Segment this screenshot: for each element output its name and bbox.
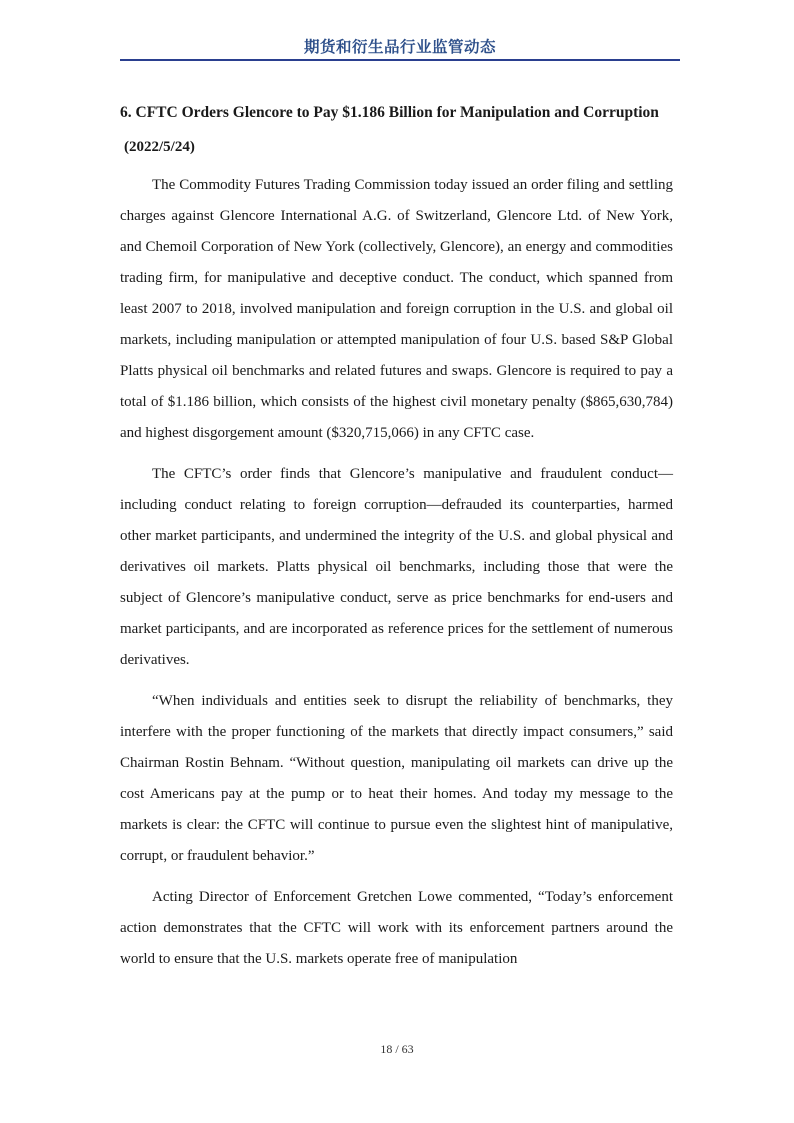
article-date: (2022/5/24) — [124, 139, 195, 155]
article-body — [120, 96, 673, 975]
paragraph-1: The Commodity Futures Trading Commission today issued an order filing and settling charges against Glencore International A.G. of Switzerland, Glencore Ltd. of New York, and Chemoil Corporation of New York (collectively, Glencore), an energy and commodities trading firm, for manipulative and deceptive conduct. The conduct, which spanned from least 2007 to 2018, involved manipulation and foreign corruption in the U.S. and global oil markets, including manipulation or attempted manipulation of four U.S. based S&P Global Platts physical oil benchmarks and related futures and swaps. Glencore is required to pay a total of $1.186 billion, which consists of the highest civil monetary penalty ($865,630,784) and highest disgorgement amount ($320,715,066) in any CFTC case. — [120, 177, 673, 441]
paragraph-4: Acting Director of Enforcement Gretchen Lowe commented, “Today’s enforcement action demonstrates that the CFTC will work with its enforcement partners around the world to ensure that the U.S. markets operate free of manipulation — [120, 889, 673, 967]
paragraph-2: The CFTC’s order finds that Glencore’s manipulative and fraudulent conduct—including conduct relating to foreign corruption—defrauded its counterparties, harmed other market participants, and undermined the integrity of the U.S. and global physical and derivatives oil markets. Platts physical oil benchmarks, including those that were the subject of Glencore’s manipulative conduct, serve as price benchmarks for end-users and market participants, and are incorporated as reference prices for the settlement of numerous derivatives. — [120, 466, 673, 668]
page-number: 18 / 63 — [380, 1042, 414, 1056]
running-header: 期货和衍生品行业监管动态 — [303, 38, 496, 56]
paragraph-3: “When individuals and entities seek to disrupt the reliability of benchmarks, they interfere with the proper functioning of the markets that directly impact consumers,” said Chairman Rostin Behnam. “Without question, manipulating oil markets can drive up the cost Americans pay at the pump or to heat their homes. And today my message to the markets is clear: the CFTC will continue to pursue even the slightest hint of manipulative, corrupt, or fraudulent behavior.” — [120, 693, 673, 864]
header-rule — [120, 59, 680, 61]
article-title: 6. CFTC Orders Glencore to Pay $1.186 Billion for Manipulation and Corruption — [120, 104, 659, 121]
